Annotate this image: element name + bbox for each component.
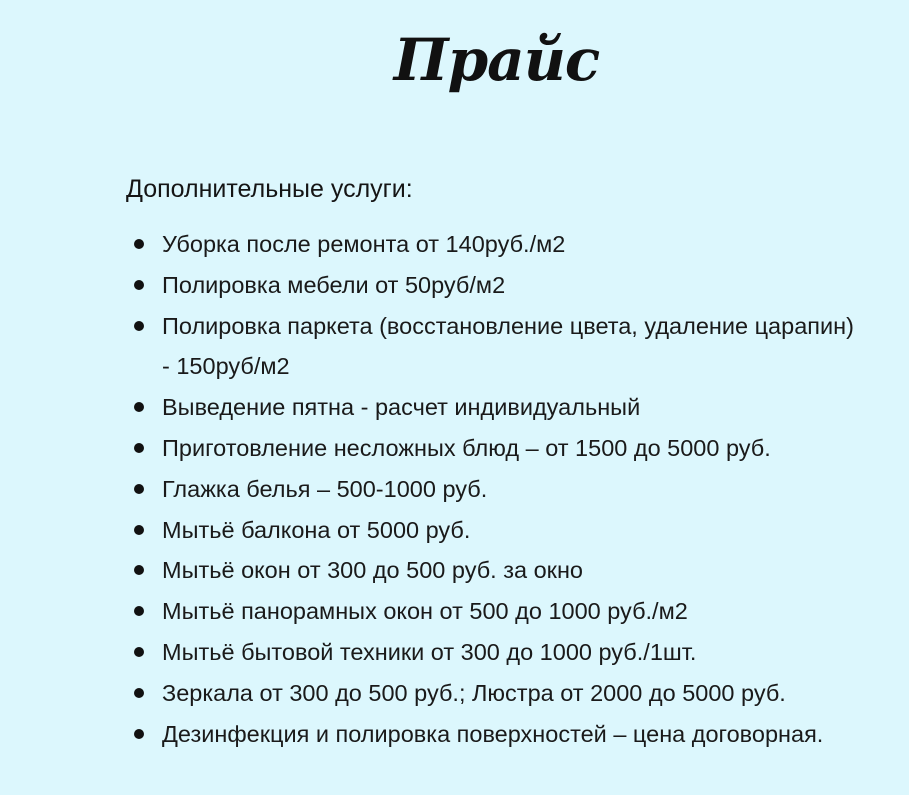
list-item — [126, 265, 866, 306]
service-text: Уборка после ремонта от 140руб./м2 — [162, 231, 566, 257]
bullet-icon — [134, 729, 144, 739]
bullet-icon — [134, 280, 144, 290]
service-text: Выведение пятна - расчет индивидуальный — [162, 394, 641, 421]
service-text: Зеркала от 300 до 500 руб.; Люстра от 2000 до 5000 руб. — [162, 679, 786, 706]
section-heading: Дополнительные услуги: — [126, 175, 413, 203]
list-item — [126, 306, 866, 388]
bullet-icon — [134, 606, 144, 616]
bullet-icon — [134, 525, 144, 535]
service-text: Полировка мебели от 50руб/м2 — [162, 271, 506, 298]
bullet-icon — [134, 402, 144, 412]
service-text: Мытьё окон от 300 до 500 руб. за окно — [162, 557, 584, 584]
list-item — [126, 224, 866, 265]
service-text: Полировка паркета (восстановление цвета, удаление царапин) - 150руб/м2 — [162, 312, 854, 380]
bullet-icon — [134, 688, 144, 698]
list-item — [126, 469, 866, 510]
service-text: Мытьё балкона от 5000 руб. — [162, 516, 471, 543]
bullet-icon — [134, 443, 144, 453]
service-text: Глажка белья – 500-1000 руб. — [162, 475, 488, 502]
page-title: Прайс — [393, 26, 600, 94]
bullet-icon — [134, 321, 144, 331]
list-item — [126, 714, 866, 755]
bullet-icon — [134, 484, 144, 494]
list-item — [126, 387, 866, 428]
service-text: Приготовление несложных блюд – от 1500 до 5000 руб. — [162, 434, 771, 461]
list-item — [126, 510, 866, 551]
list-item — [126, 673, 866, 714]
service-text: Дезинфекция и полировка поверхностей – цена договорная. — [162, 720, 824, 747]
list-item — [126, 591, 866, 632]
bullet-icon — [134, 565, 144, 575]
service-text: Мытьё панорамных окон от 500 до 1000 руб./м2 — [162, 598, 688, 625]
bullet-icon — [134, 647, 144, 657]
list-item — [126, 428, 866, 469]
service-text: Мытьё бытовой техники от 300 до 1000 руб./1шт. — [162, 638, 697, 665]
bullet-icon — [134, 239, 144, 249]
list-item — [126, 550, 866, 591]
services-list — [126, 224, 866, 754]
list-item — [126, 632, 866, 673]
